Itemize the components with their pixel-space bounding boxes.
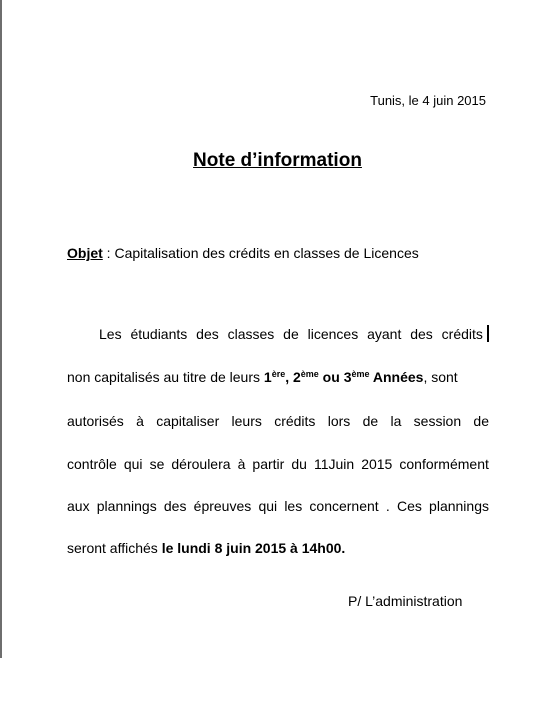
- signature: P/ L’administration: [348, 593, 463, 609]
- page-left-border: [0, 0, 2, 658]
- body-word: des: [196, 326, 219, 342]
- body-word: contrôle: [67, 456, 117, 472]
- body-word: crédits: [274, 413, 316, 429]
- body-word: à: [237, 456, 246, 472]
- subject-line: [67, 245, 419, 261]
- body-word: qui: [123, 456, 143, 472]
- document-date: Tunis, le 4 juin 2015: [370, 93, 486, 108]
- body-word: de: [362, 413, 379, 429]
- subject-separator: :: [102, 245, 115, 261]
- body-word: de: [283, 326, 299, 342]
- body-line-5: [67, 497, 489, 515]
- body-word: qui: [258, 498, 278, 514]
- body-word: les: [284, 498, 303, 514]
- body-word: ayant: [367, 326, 402, 342]
- body-word: déroulera: [171, 456, 231, 472]
- year-number-1: 1: [263, 369, 272, 385]
- body-word: lors: [327, 413, 351, 429]
- body-line-6: [67, 539, 489, 557]
- display-date-time: le lundi 8 juin 2015 à 14h00.: [161, 540, 346, 556]
- year-superscript-1: ère: [271, 369, 286, 379]
- body-word: du: [291, 456, 307, 472]
- year-number-3: 3: [343, 369, 352, 385]
- body-word: capitaliser: [156, 413, 220, 429]
- year-number-2: 2: [292, 369, 301, 385]
- year-separator-2: ou: [318, 369, 344, 385]
- body-word: la: [390, 413, 402, 429]
- body-word: conformément: [399, 456, 489, 472]
- body-word: plannings: [96, 498, 157, 514]
- body-word: des: [163, 498, 187, 514]
- year-separator-1: ,: [285, 369, 293, 385]
- year-superscript-3: ème: [351, 369, 370, 379]
- body-word: à: [136, 413, 144, 429]
- years-word: Années: [369, 369, 424, 385]
- body-line-1: [67, 325, 489, 343]
- subject-text: Capitalisation des crédits en classes de Licences: [114, 245, 419, 261]
- body-word: épreuves: [193, 498, 252, 514]
- text-cursor: [487, 325, 489, 342]
- body-word: des: [410, 326, 433, 342]
- body-text: non capitalisés au titre de leurs: [67, 369, 264, 385]
- body-word: de: [473, 413, 489, 429]
- body-line-2: [67, 368, 489, 386]
- body-word: 11Juin: [313, 456, 355, 472]
- subject-label: Objet: [67, 245, 103, 261]
- body-text: , sont: [423, 369, 458, 385]
- body-word: 2015: [361, 456, 393, 472]
- body-text: seront affichés: [67, 540, 162, 556]
- body-word: étudiants: [130, 326, 188, 342]
- body-word: licences: [307, 326, 359, 342]
- body-word: aux: [67, 498, 90, 514]
- body-word: partir: [252, 456, 285, 472]
- document-title: Note d’information: [193, 150, 362, 171]
- body-word: .: [385, 498, 390, 514]
- body-word: plannings: [429, 498, 489, 514]
- body-word: concernent: [309, 498, 379, 514]
- body-line-3: [67, 412, 489, 430]
- year-superscript-2: ème: [300, 369, 319, 379]
- body-word: Les: [99, 326, 122, 342]
- body-word: Ces: [396, 498, 422, 514]
- body-word: se: [149, 456, 165, 472]
- body-word: autorisés: [67, 413, 124, 429]
- body-word: session: [413, 413, 462, 429]
- body-word: leurs: [231, 413, 262, 429]
- body-word: classes: [227, 326, 275, 342]
- body-word: crédits: [442, 325, 489, 343]
- body-line-4: [67, 455, 489, 473]
